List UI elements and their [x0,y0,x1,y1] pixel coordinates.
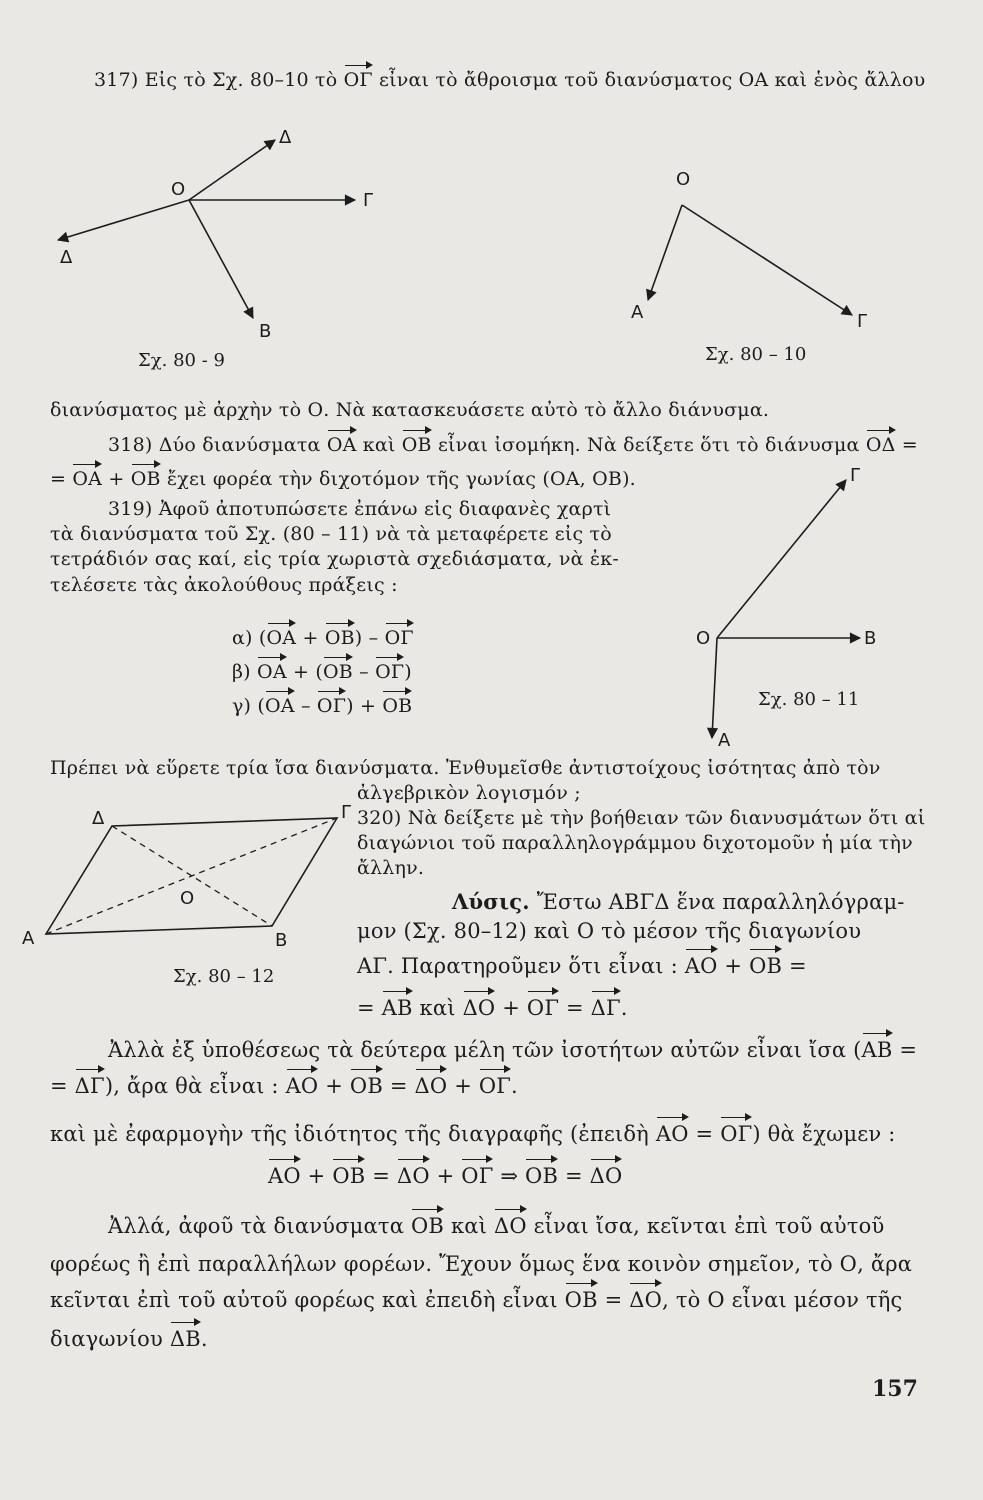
figure-80-9 [58,127,373,371]
p319-line-1: 319) Ἀφοῦ ἀποτυπώσετε ἐπάνω εἰς διαφανὲς χαρτὶ [108,498,612,520]
p318-line-1: 318) Δύο διανύσματα ΟΑ καὶ ΟΒ εἶναι ἰσομήκη. Νὰ δείξετε ὅτι τὸ διάνυσμα ΟΔ = [108,434,918,456]
solution-line-4: = ΑΒ καὶ ΔΟ + ΟΓ = ΔΓ. [357,996,628,1020]
p319-line-6: ἀλγεβρικὸν λογισμόν ; [357,782,581,804]
label-g: Γ [850,465,861,486]
solution-line-7: καὶ μὲ ἐφαρμογὴν τῆς ἰδιότητος τῆς διαγραφῆς (ἐπειδὴ ΑΟ = ΟΓ) θὰ ἔχωμεν : [50,1122,896,1146]
figure-80-12 [22,802,351,987]
vector-od-top [189,140,275,200]
solution-line-2: μον (Σχ. 80–12) καὶ Ο τὸ μέσον τῆς διαγωνίου [357,919,862,943]
vector-od-left [58,200,189,240]
vector-og [682,205,852,315]
solution-line-1: Λύσις. Ἔστω ΑΒΓΔ ἕνα παραλληλόγραμ- [452,889,905,914]
p320-line-2: διαγώνιοι τοῦ παραλληλογράμμου διχοτομοῦν ἡ μία τὴν [357,832,913,854]
p319-item-a: α) (ΟΑ + ΟΒ) – ΟΓ [232,627,414,649]
label-b: Β [275,930,288,951]
label-g: Γ [363,190,374,211]
p319-line-4: τελέσετε τὰς ἀκολούθους πράξεις : [50,574,398,596]
vector-oa [712,638,717,738]
solution-line-8: ΑΟ + ΟΒ = ΔΟ + ΟΓ ⇒ ΟΒ = ΔΟ [268,1164,623,1188]
label-o: Ο [696,628,711,649]
p319-item-b: β) ΟΑ + (ΟΒ – ΟΓ) [232,661,412,683]
solution-line-5: Ἀλλὰ ἐξ ὑποθέσεως τὰ δεύτερα μέλη τῶν ἰσοτήτων αὐτῶν εἶναι ἴσα (ΑΒ = [108,1038,918,1062]
figure-80-11 [696,465,876,751]
vector-oa [648,205,682,300]
label-d-left: Δ [60,247,73,268]
solution-line-6: = ΔΓ), ἄρα θὰ εἶναι : ΑΟ + ΟΒ = ΔΟ + ΟΓ. [50,1074,518,1098]
page-number: 157 [872,1376,918,1402]
p318-line-2: = ΟΑ + ΟΒ ἔχει φορέα τὴν διχοτόμον τῆς γωνίας (ΟΑ, ΟΒ). [50,468,636,490]
label-o: Ο [171,179,186,200]
label-a: Α [22,928,35,949]
p319-item-g: γ) (ΟΑ – ΟΓ) + ΟΒ [232,695,413,717]
label-g: Γ [857,311,868,332]
p320-line-3: ἄλλην. [357,857,425,879]
p319-line-3: τετράδιόν σας καί, εἰς τρία χωριστὰ σχεδιάσματα, νὰ ἐκ- [50,548,619,570]
caption-80-11: Σχ. 80 – 11 [758,689,860,710]
p317-line-2: διανύσματος μὲ ἀρχὴν τὸ Ο. Νὰ κατασκευάσετε αὐτὸ τὸ ἄλλο διάνυσμα. [50,399,770,421]
label-b: Β [259,321,272,342]
vector-ob [189,200,253,318]
caption-80-9: Σχ. 80 - 9 [138,350,225,371]
solution-line-12: διαγωνίου ΔΒ. [50,1327,208,1351]
label-d-top: Δ [279,127,292,148]
label-d: Δ [92,808,105,829]
vector-og [717,480,846,638]
solution-heading: Λύσις. [452,889,530,914]
p320-line-1: 320) Νὰ δείξετε μὲ τὴν βοήθειαν τῶν διανυσμάτων ὅτι αἱ [357,807,926,829]
caption-80-10: Σχ. 80 – 10 [705,344,807,365]
p317-line-1: 317) Εἰς τὸ Σχ. 80–10 τὸ ΟΓ εἶναι τὸ ἄθροισμα τοῦ διανύσματος ΟΑ καὶ ἑνὸς ἄλλου [94,69,926,91]
label-a: Α [631,302,644,323]
solution-line-10: φορέως ἢ ἐπὶ παραλλήλων φορέων. Ἔχουν ὅμως ἕνα κοινὸν σημεῖον, τὸ Ο, ἄρα [50,1252,913,1276]
solution-line-11: κεῖνται ἐπὶ τοῦ αὐτοῦ φορέως καὶ ἐπειδὴ εἶναι ΟΒ = ΔΟ, τὸ Ο εἶναι μέσον τῆς [50,1288,903,1312]
label-o: Ο [180,888,195,909]
label-a: Α [718,730,731,751]
solution-line-3: ΑΓ. Παρατηροῦμεν ὅτι εἶναι : ΑΟ + ΟΒ = [357,954,807,978]
figure-80-10 [631,169,867,365]
p319-line-5: Πρέπει νὰ εὕρετε τρία ἴσα διανύσματα. Ἐνθυμεῖσθε ἀντιστοίχους ἰσότητας ἀπὸ τὸν [50,757,881,779]
caption-80-12: Σχ. 80 – 12 [173,966,275,987]
solution-line-9: Ἀλλά, ἀφοῦ τὰ διανύσματα ΟΒ καὶ ΔΟ εἶναι ἴσα, κεῖνται ἐπὶ τοῦ αὐτοῦ [108,1214,885,1238]
label-b: Β [864,628,877,649]
p319-line-2: τὰ διανύσματα τοῦ Σχ. (80 – 11) νὰ τὰ μεταφέρετε εἰς τὸ [50,523,612,545]
label-o: Ο [676,169,691,190]
label-g: Γ [341,802,352,823]
